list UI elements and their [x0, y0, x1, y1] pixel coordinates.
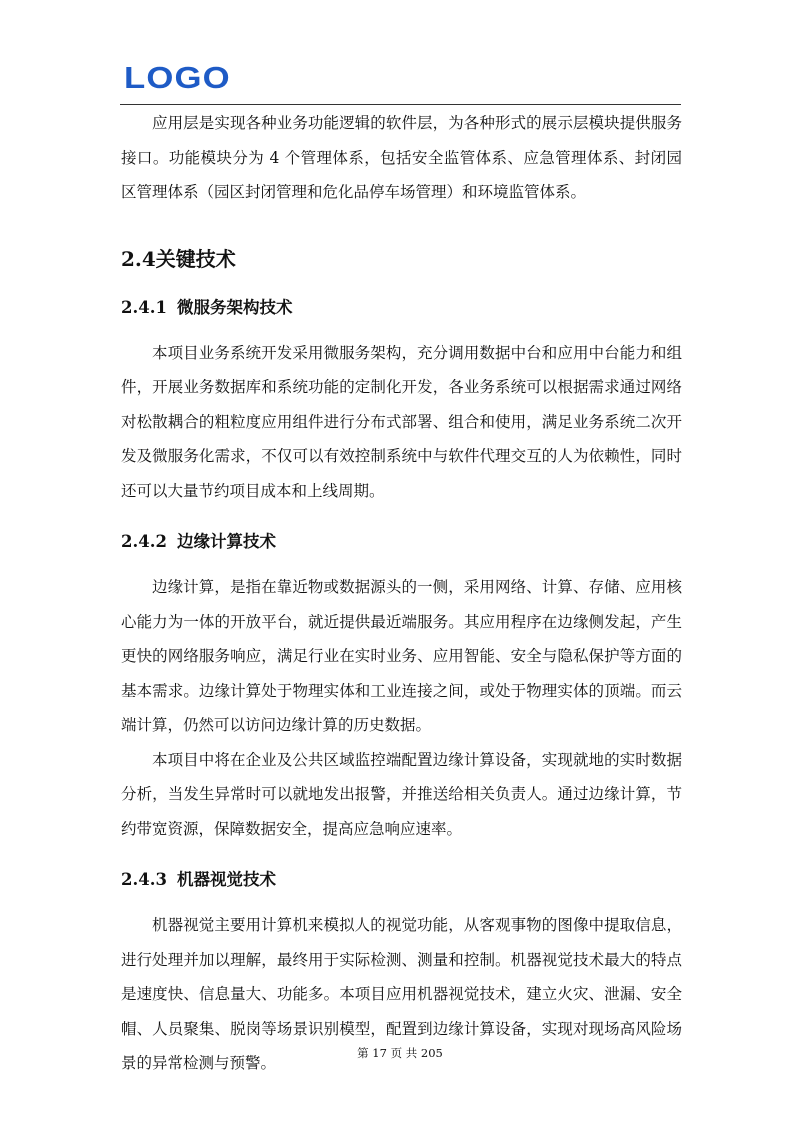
intro-paragraph: 应用层是实现各种业务功能逻辑的软件层，为各种形式的展示层模块提供服务接口。功能模块分为 4 个管理体系，包括安全监管体系、应急管理体系、封闭园区管理体系（园区封闭管理和危化品停车场管理）和环境监管体系。 — [121, 114, 682, 201]
paragraph: 本项目业务系统开发采用微服务架构，充分调用数据中台和应用中台能力和组件，开展业务数据库和系统功能的定制化开发，各业务系统可以根据需求通过网络对松散耦合的粗粒度应用组件进行分布式部署、组合和使用，满足业务系统二次开发及微服务化需求，不仅可以有效控制系统中与软件代理交互的人为依赖性，同时还可以大量节约项目成本和上线周期。 — [121, 343, 682, 500]
section-heading: 2.4关键技术 — [121, 246, 236, 271]
header-divider — [120, 104, 681, 105]
subsection-title: 微服务架构技术 — [177, 297, 293, 317]
subsection-heading-2-4-1 — [121, 294, 682, 322]
subsection-number: 2.4.2 — [121, 532, 167, 551]
page-number: 第 17 页 共 205 — [357, 1046, 443, 1060]
document-body — [121, 106, 682, 1081]
subsection-title: 机器视觉技术 — [177, 870, 276, 889]
paragraph: 机器视觉主要用计算机来模拟人的视觉功能，从客观事物的图像中提取信息，进行处理并加以理解，最终用于实际检测、测量和控制。机器视觉技术最大的特点是速度快、信息量大、功能多。本项目应用机器视觉技术，建立火灾、泄漏、安全帽、人员聚集、脱岗等场景识别模型，配置到边缘计算设备，实现对现场高风险场景的异常检测与预警。 — [121, 916, 682, 1072]
subsection-number: 2.4.3 — [121, 870, 167, 889]
paragraph: 边缘计算，是指在靠近物或数据源头的一侧，采用网络、计算、存储、应用核心能力为一体的开放平台，就近提供最近端服务。其应用程序在边缘侧发起，产生更快的网络服务响应，满足行业在实时业务、应用智能、安全与隐私保护等方面的基本需求。边缘计算处于物理实体和工业连接之间，或处于物理实体的顶端。而云端计算，仍然可以访问边缘计算的历史数据。 — [121, 578, 682, 734]
subsection-heading-2-4-2 — [121, 528, 682, 556]
logo: LOGO — [124, 60, 231, 95]
paragraph: 本项目中将在企业及公共区域监控端配置边缘计算设备，实现就地的实时数据分析，当发生异常时可以就地发出报警，并推送给相关负责人。通过边缘计算，节约带宽资源，保障数据安全，提高应急响应速率。 — [121, 750, 682, 838]
subsection-number: 2.4.1 — [121, 297, 167, 317]
subsection-title: 边缘计算技术 — [177, 532, 276, 551]
subsection-heading-2-4-3 — [121, 866, 682, 894]
